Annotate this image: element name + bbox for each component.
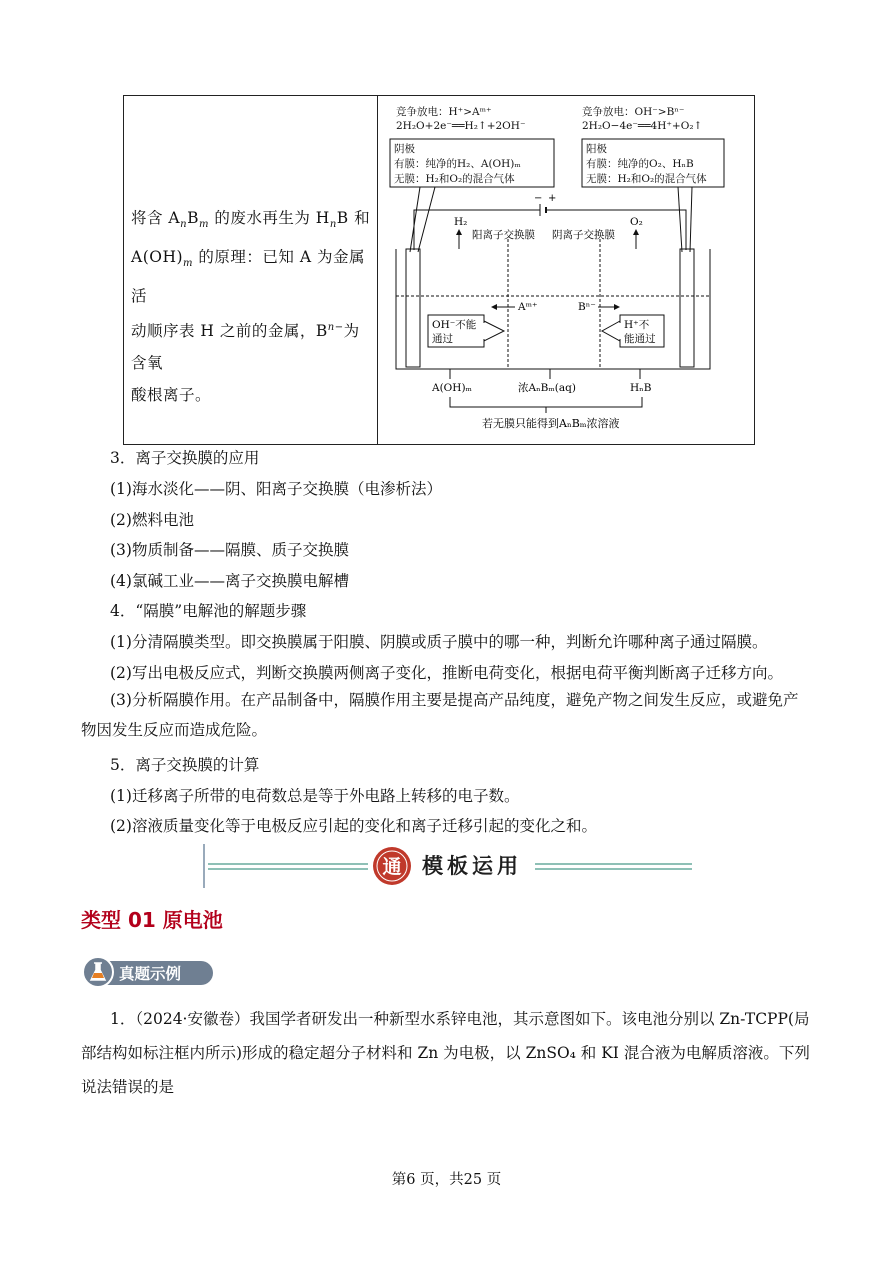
electrolysis-diagram xyxy=(380,97,752,443)
item-line: (4)氯碱工业——离子交换膜电解槽 xyxy=(110,572,349,590)
item-line: (3)物质制备——隔膜、质子交换膜 xyxy=(110,541,349,559)
item-line: (1)海水淡化——阴、阳离子交换膜（电渗析法） xyxy=(110,480,442,498)
svg-text:有膜：纯净的O₂、HₙB: 有膜：纯净的O₂、HₙB xyxy=(586,158,694,170)
left-header-2: 2H₂O+2e⁻══H₂↑+2OH⁻ xyxy=(396,120,526,132)
item-line: (1)迁移离子所带的电荷数总是等于外电路上转移的电子数。 xyxy=(110,787,520,805)
svg-text:能通过: 能通过 xyxy=(624,333,656,345)
svg-text:阴极: 阴极 xyxy=(394,143,415,155)
svg-text:H₂: H₂ xyxy=(454,216,468,228)
svg-text:+: + xyxy=(548,193,557,204)
svg-text:HₙB: HₙB xyxy=(630,382,652,394)
example-badge xyxy=(81,955,215,989)
svg-text:A(OH)ₘ: A(OH)ₘ xyxy=(432,382,472,394)
item-line: (1)分清隔膜类型。即交换膜属于阳膜、阴膜或质子膜中的哪一种，判断允许哪种离子通过隔膜。 xyxy=(110,633,768,651)
item-paragraph: (3)分析隔膜作用。在产品制备中，隔膜作用主要是提高产品纯度，避免产物之间发生反应，或避免产物因发生反应而造成危险。 xyxy=(81,691,799,739)
svg-text:Aᵐ⁺: Aᵐ⁺ xyxy=(518,301,538,313)
section-5-heading: 5．离子交换膜的计算 xyxy=(110,756,260,774)
svg-text:−: − xyxy=(534,193,543,204)
section-4-heading: 4．“隔膜”电解池的解题步骤 xyxy=(110,602,307,620)
svg-text:无膜：H₂和O₂的混合气体: 无膜：H₂和O₂的混合气体 xyxy=(394,173,515,185)
item-line: (2)燃料电池 xyxy=(110,511,194,529)
banner-title: 模板运用 xyxy=(422,853,522,878)
svg-text:若无膜只能得到AₙBₘ浓溶液: 若无膜只能得到AₙBₘ浓溶液 xyxy=(482,417,620,430)
svg-text:阳离子交换膜: 阳离子交换膜 xyxy=(472,229,535,241)
right-header-2: 2H₂O−4e⁻══4H⁺+O₂↑ xyxy=(582,120,703,132)
question-1: 1．（2024·安徽卷）我国学者研发出一种新型水系锌电池，其示意图如下。该电池分别以 Zn-TCPP(局部结构如标注框内所示)形成的稳定超分子材料和 Zn 为电极，以 ZnSO₄ 和 KI 混合液为电解质溶液。下列说法错误的是 xyxy=(81,1010,810,1096)
template-banner xyxy=(200,842,695,890)
table-divider xyxy=(377,95,378,445)
item-line: (2)写出电极反应式，判断交换膜两侧离子变化，推断电荷变化，根据电荷平衡判断离子迁移方向。 xyxy=(110,664,783,682)
svg-text:OH⁻不能: OH⁻不能 xyxy=(432,319,477,331)
svg-text:O₂: O₂ xyxy=(630,216,643,228)
svg-text:阳极: 阳极 xyxy=(586,143,607,155)
svg-text:通过: 通过 xyxy=(432,333,453,345)
right-header-1: 竞争放电：OH⁻>Bⁿ⁻ xyxy=(582,106,685,118)
page-footer: 第6 页，共25 页 xyxy=(391,1172,502,1188)
table-left-cell: 将含 $A_nB_m$ 的废水再生为 $H_nB$ 和 $A(OH)_m$ 的原理：已知 A 为金属活 动顺序表 H 之前的金属，$B^{n-}$为含氧 酸根离子。 xyxy=(131,209,371,405)
svg-text:阴离子交换膜: 阴离子交换膜 xyxy=(552,229,615,241)
svg-text:通: 通 xyxy=(382,856,402,878)
item-line: (2)溶液质量变化等于电极反应引起的变化和离子迁移引起的变化之和。 xyxy=(110,817,597,835)
type-heading: 类型 01 原电池 xyxy=(81,908,223,932)
svg-text:真题示例: 真题示例 xyxy=(119,965,182,983)
section-3-heading: 3．离子交换膜的应用 xyxy=(110,449,260,467)
svg-text:浓AₙBₘ(aq): 浓AₙBₘ(aq) xyxy=(518,382,576,394)
svg-text:H⁺不: H⁺不 xyxy=(624,319,650,331)
svg-text:有膜：纯净的H₂、A(OH)ₘ: 有膜：纯净的H₂、A(OH)ₘ xyxy=(394,158,521,170)
svg-text:无膜：H₂和O₂的混合气体: 无膜：H₂和O₂的混合气体 xyxy=(586,173,707,185)
left-header-1: 竞争放电：H⁺>Aᵐ⁺ xyxy=(396,106,492,118)
svg-text:Bⁿ⁻: Bⁿ⁻ xyxy=(578,301,596,313)
